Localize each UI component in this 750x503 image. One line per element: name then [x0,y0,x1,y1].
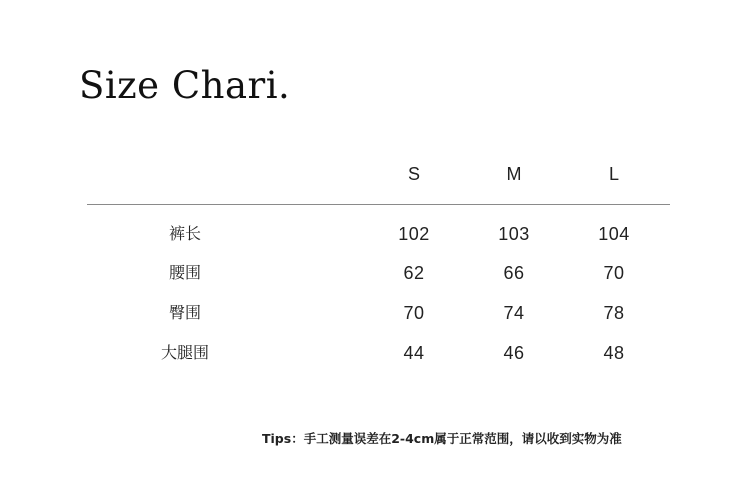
page-title: Size Chari. [79,64,291,107]
size-table [87,155,670,363]
table-row [87,262,670,286]
row-label: 腰围 [168,263,201,282]
cell-value: 103 [498,224,530,244]
cell-value: 102 [398,224,430,244]
cell-value: 70 [603,263,625,283]
header-size-l: L [608,164,619,184]
cell-value: 48 [603,343,625,363]
header-divider [87,204,670,205]
cell-value: 104 [598,224,630,244]
row-label: 裤长 [168,224,201,243]
cell-value: 74 [503,303,525,323]
cell-value: 78 [603,303,625,323]
row-label: 大腿围 [160,343,209,362]
header-size-m: M [506,164,522,184]
table-header-row [87,155,670,195]
header-size-s: S [407,164,420,184]
cell-value: 44 [403,343,425,363]
table-row [87,302,670,326]
cell-value: 70 [403,303,425,323]
cell-value: 62 [403,263,425,283]
tips-note: Tips：手工测量误差在2-4cm属于正常范围，请以收到实物为准 [262,431,622,446]
table-row [87,223,670,247]
cell-value: 66 [503,263,525,283]
cell-value: 46 [503,343,525,363]
row-label: 臀围 [168,303,201,322]
table-row [87,342,670,366]
